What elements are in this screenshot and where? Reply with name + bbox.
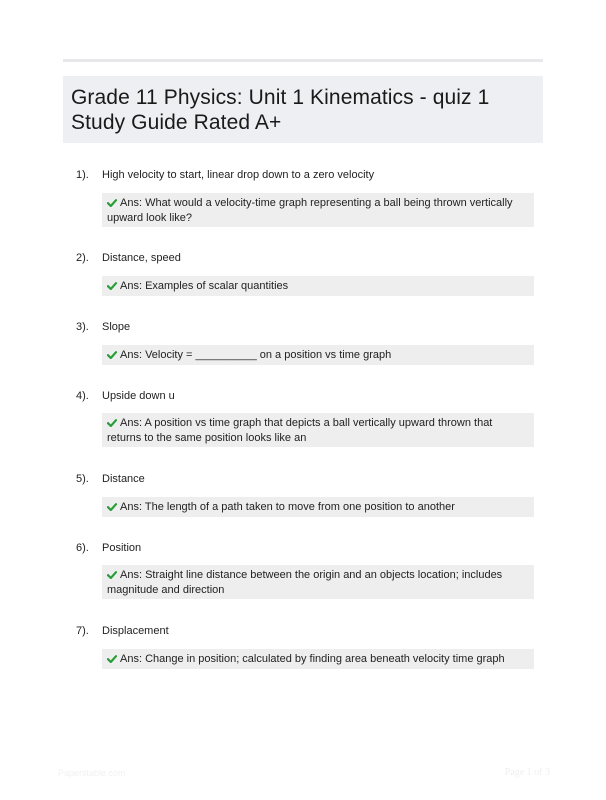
question-number: 5). [76, 473, 89, 485]
check-icon [107, 571, 117, 579]
answer-box [102, 193, 534, 227]
question-number: 6). [76, 542, 89, 554]
title-banner [63, 76, 543, 143]
check-icon [107, 282, 117, 290]
question-number: 2). [76, 252, 89, 264]
answer-prompt: Ans: What would a velocity-time graph representing a ball being thrown vertically upward look like? [107, 197, 513, 224]
footer-watermark: Paperstable.com [58, 768, 126, 778]
answer-prompt: Ans: Straight line distance between the origin and an objects location; includes magnitude and direction [107, 569, 503, 596]
question-number: 7). [76, 625, 89, 637]
question-number: 4). [76, 390, 89, 402]
answer-box [102, 497, 534, 517]
question-answer-text: Slope [102, 321, 131, 333]
answer-box [102, 276, 534, 296]
answer-prompt: Ans: Change in position; calculated by finding area beneath velocity time graph [120, 653, 505, 665]
answer-box [102, 345, 534, 365]
answer-prompt: Ans: Velocity = __________ on a position vs time graph [120, 349, 392, 361]
question-answer-text: High velocity to start, linear drop down to a zero velocity [102, 169, 375, 181]
check-icon [107, 351, 117, 359]
check-icon [107, 199, 117, 207]
check-icon [107, 419, 117, 427]
check-icon [107, 503, 117, 511]
question-answer-text: Displacement [102, 625, 169, 637]
question-answer-text: Distance [102, 473, 145, 485]
document-title: Grade 11 Physics: Unit 1 Kinematics - quiz 1 Study Guide Rated A+ [71, 86, 490, 134]
answer-prompt: Ans: A position vs time graph that depicts a ball vertically upward thrown that returns to the same position looks like an [107, 417, 493, 444]
page-indicator: Page 1 of 3 [504, 767, 550, 778]
question-number: 3). [76, 321, 89, 333]
question-answer-text: Upside down u [102, 390, 175, 402]
question-answer-text: Distance, speed [102, 252, 181, 264]
answer-box [102, 649, 534, 669]
answer-box [102, 413, 534, 447]
top-divider [63, 59, 543, 62]
check-icon [107, 655, 117, 663]
question-answer-text: Position [102, 542, 142, 554]
answer-prompt: Ans: The length of a path taken to move from one position to another [120, 501, 455, 513]
answer-box [102, 565, 534, 599]
question-number: 1). [76, 169, 89, 181]
answer-prompt: Ans: Examples of scalar quantities [120, 280, 289, 292]
